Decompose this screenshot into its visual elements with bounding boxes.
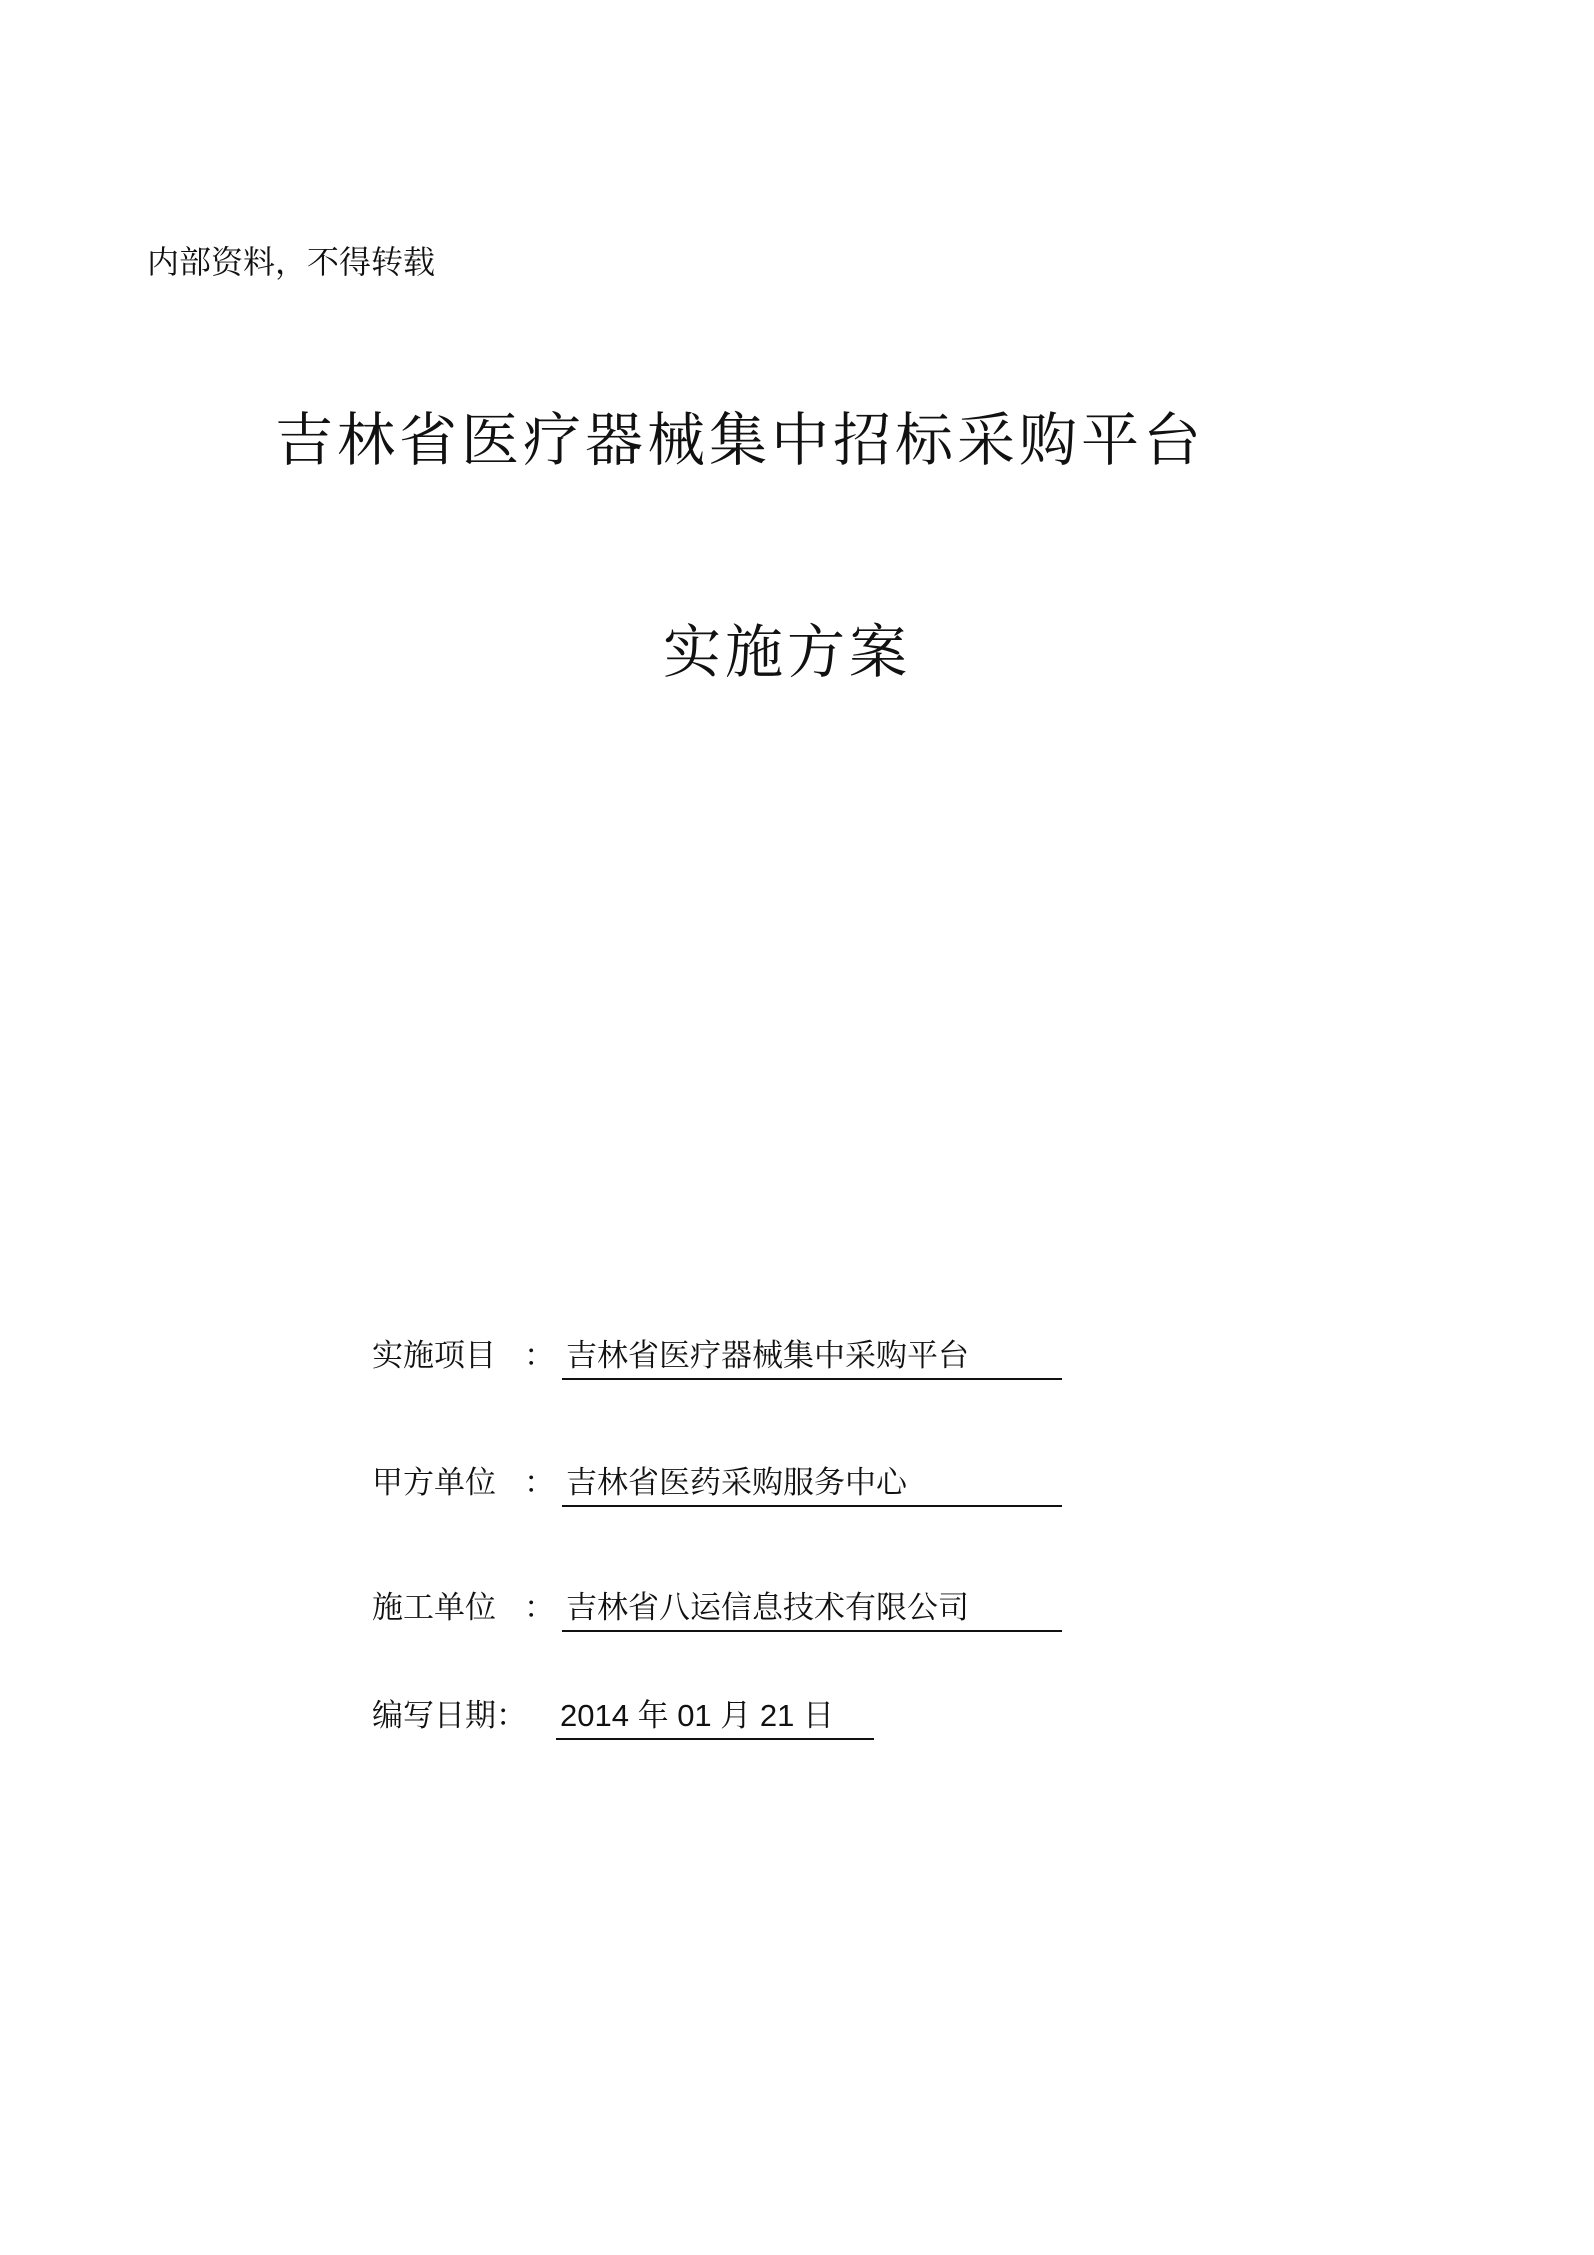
field-label-contractor: 施工单位 [372, 1590, 496, 1626]
field-value-line-client [562, 1457, 1062, 1507]
document-title: 吉林省医疗器械集中招标采购平台 [275, 406, 1206, 474]
field-value-client: 吉林省医药采购服务中心 [566, 1465, 907, 1501]
field-label-client: 甲方单位 [372, 1465, 496, 1501]
field-colon: ： [524, 1590, 555, 1626]
document-subtitle: 实施方案 [663, 618, 912, 686]
field-value-line-date [556, 1690, 874, 1740]
confidential-notice: 内部资料，不得转载 [147, 243, 436, 281]
field-label-project: 实施项目 [372, 1338, 496, 1374]
field-value-project: 吉林省医疗器械集中采购平台 [566, 1338, 969, 1374]
field-value-date: 2014 年 01 月 21 日 [560, 1698, 834, 1733]
field-colon: ： [524, 1338, 555, 1374]
field-value-contractor: 吉林省八运信息技术有限公司 [566, 1590, 969, 1626]
field-value-line-contractor [562, 1582, 1062, 1632]
field-label-date: 编写日期： [372, 1698, 527, 1734]
field-colon: ： [524, 1465, 555, 1501]
field-value-line-project [562, 1330, 1062, 1380]
